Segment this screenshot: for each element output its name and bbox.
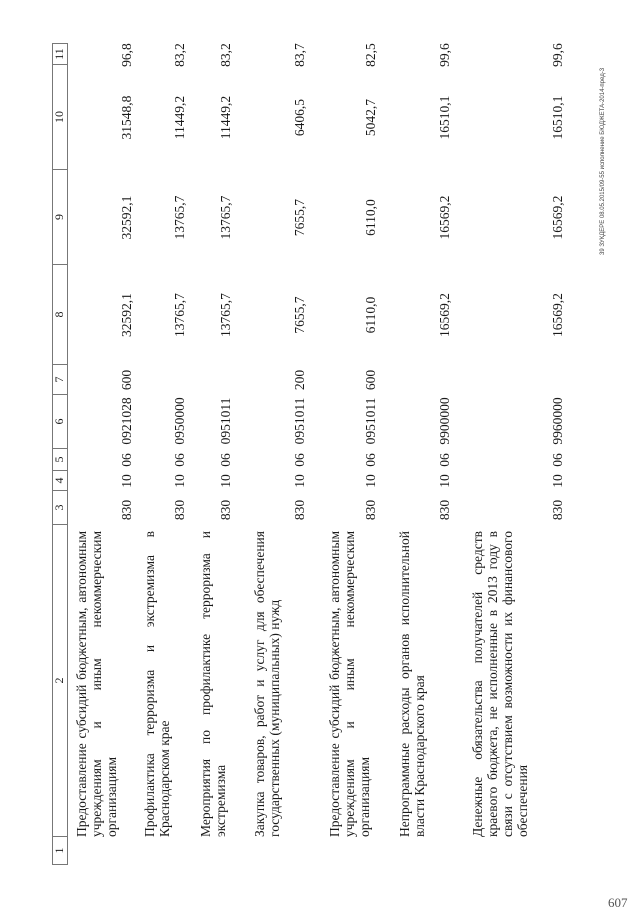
col-11: 96,8	[119, 43, 134, 67]
col-6: 9960000	[550, 397, 565, 445]
header-col-9: 9	[53, 170, 67, 265]
row-name: Мероприятия по профилактике терроризма и экстремизма	[198, 531, 228, 837]
col-5: 06	[292, 453, 307, 467]
col-11: 99,6	[437, 43, 452, 67]
col-10: 11449,2	[218, 95, 233, 140]
col-9: 32592,1	[119, 195, 134, 240]
col-10: 16510,1	[437, 95, 452, 140]
table-header-row	[52, 43, 68, 865]
table-row	[470, 43, 570, 865]
header-col-11: 11	[53, 43, 67, 65]
col-8: 7655,7	[292, 296, 307, 334]
col-6: 0951011	[363, 397, 378, 445]
col-11: 82,5	[363, 43, 378, 67]
col-9: 6110,0	[363, 199, 378, 236]
col-3: 830	[218, 499, 233, 521]
row-name: Непрограммные расходы органов исполнительной власти Краснодарского края	[397, 531, 427, 837]
col-3: 830	[119, 499, 134, 521]
col-7: 600	[363, 369, 378, 391]
col-4: 10	[119, 474, 134, 488]
header-col-10: 10	[53, 65, 67, 170]
table-row	[252, 43, 318, 865]
col-10: 11449,2	[172, 95, 187, 140]
row-name: Закупка товаров, работ и услуг для обеспечения государственных (муниципальных) нужд	[252, 531, 282, 837]
header-col-3: 3	[53, 491, 67, 525]
col-9: 7655,7	[292, 198, 307, 237]
col-3: 830	[550, 499, 565, 521]
col-9: 13765,7	[218, 195, 233, 240]
col-6: 0950000	[172, 397, 187, 445]
col-9: 16569,2	[437, 195, 452, 240]
col-6: 0951011	[292, 397, 307, 445]
col-5: 06	[119, 453, 134, 467]
col-4: 10	[550, 474, 565, 488]
col-7: 600	[119, 369, 134, 391]
col-9: 16569,2	[550, 195, 565, 240]
col-3: 830	[172, 499, 187, 521]
col-6: 9900000	[437, 397, 452, 445]
table-row	[397, 43, 453, 865]
row-name: Предоставление субсидий бюджетным, автономным учреждениям и иным некоммерческим организациям	[327, 531, 372, 837]
row-name: Денежные обязательства получателей средств краевого бюджета, не исполненные в 2013 году в связи с отсутствием возможности их финансового обеспечения	[470, 531, 530, 837]
col-10: 6406,5	[292, 98, 307, 137]
col-8: 6110,0	[363, 296, 378, 334]
header-col-4: 4	[53, 471, 67, 491]
header-col-2: 2	[53, 525, 67, 837]
table-row	[142, 43, 188, 865]
header-col-6: 6	[53, 395, 67, 449]
header-col-7: 7	[53, 365, 67, 395]
col-3: 830	[437, 499, 452, 521]
col-10: 5042,7	[363, 98, 378, 137]
col-8: 16569,2	[437, 293, 452, 337]
col-6: 0951011	[218, 397, 233, 445]
col-4: 10	[363, 474, 378, 488]
col-4: 10	[437, 474, 452, 488]
col-6: 0921028	[119, 397, 134, 445]
col-7: 200	[292, 369, 307, 391]
header-col-1: 1	[53, 837, 67, 865]
col-11: 83,2	[218, 43, 233, 67]
col-5: 06	[172, 453, 187, 467]
col-10: 16510,1	[550, 95, 565, 140]
page-number: 607	[608, 895, 628, 910]
col-4: 10	[172, 474, 187, 488]
col-11: 99,6	[550, 43, 565, 67]
col-3: 830	[363, 499, 378, 521]
row-name: Профилактика терроризма и экстремизма в Краснодарском крае	[142, 531, 172, 837]
col-8: 16569,2	[550, 293, 565, 337]
col-3: 830	[292, 499, 307, 521]
col-11: 83,2	[172, 43, 187, 67]
col-5: 06	[550, 453, 565, 467]
col-8: 13765,7	[218, 293, 233, 337]
header-col-5: 5	[53, 449, 67, 471]
col-8: 13765,7	[172, 293, 187, 337]
col-5: 06	[437, 453, 452, 467]
table-row	[198, 43, 244, 865]
budget-table	[52, 43, 582, 865]
col-5: 06	[218, 453, 233, 467]
footer-file-note: 39 ЗУКДЕРЕ 08.05.2015/09-55 исполнение БЮДЖЕТА-2014-пред-3	[600, 67, 606, 255]
col-5: 06	[363, 453, 378, 467]
header-col-8: 8	[53, 265, 67, 365]
col-10: 31548,8	[119, 95, 134, 140]
col-9: 13765,7	[172, 195, 187, 240]
row-name: Предоставление субсидий бюджетным, автономным учреждениям и иным некоммерческим организациям	[74, 531, 119, 837]
col-8: 32592,1	[119, 293, 134, 337]
col-4: 10	[218, 474, 233, 488]
table-row	[74, 43, 136, 865]
col-11: 83,7	[292, 43, 307, 67]
col-4: 10	[292, 474, 307, 488]
table-row	[327, 43, 387, 865]
